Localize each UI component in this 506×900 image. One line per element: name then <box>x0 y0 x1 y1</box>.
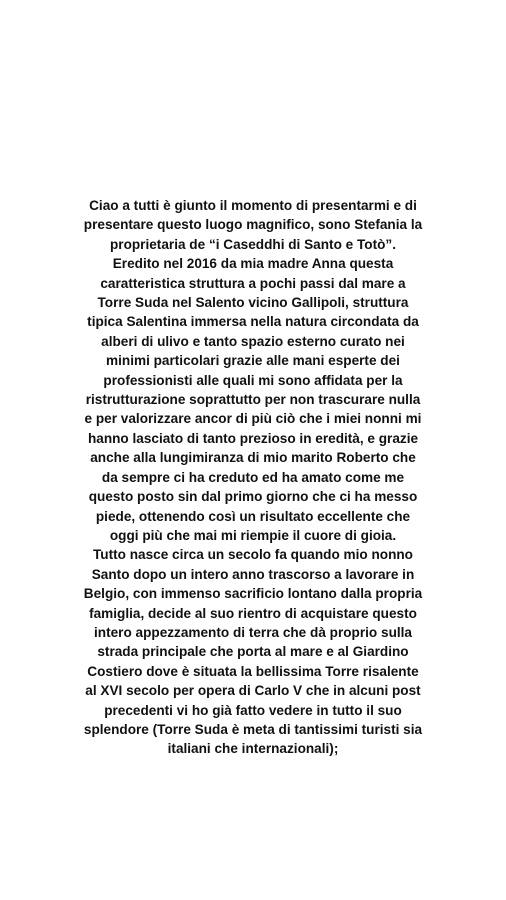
story-line: ristrutturazione soprattutto per non trascurare nulla <box>85 392 421 408</box>
story-line: professionisti alle quali mi sono affidata per la <box>103 372 403 388</box>
story-line: proprietaria de “i Caseddhi di Santo e Totò”. <box>109 236 396 252</box>
story-line: oggi più che mai mi riempie il cuore di gioia. <box>109 527 397 543</box>
story-line: Tutto nasce circa un secolo fa quando mio nonno <box>93 547 413 563</box>
story-line: Santo dopo un intero anno trascorso a lavorare in <box>91 566 415 582</box>
story-line: presentare questo luogo magnifico, sono Stefania la <box>83 217 423 233</box>
story-line: caratteristica struttura a pochi passi dal mare a <box>100 275 406 291</box>
story-line: minimi particolari grazie alle mani esperte dei <box>106 353 400 369</box>
story-line: Torre Suda nel Salento vicino Gallipoli, struttura <box>97 295 409 311</box>
story-line: Belgio, con immenso sacrificio lontano dalla propria <box>83 586 423 602</box>
story-line: piede, ottenendo così un risultato eccellente che <box>95 508 411 524</box>
story-line: famiglia, decide al suo rientro di acquistare questo <box>89 605 417 621</box>
story-line: hanno lasciato di tanto prezioso in eredità, e grazie <box>87 430 419 446</box>
story-line: splendore (Torre Suda è meta di tantissimi turisti sia <box>83 721 423 737</box>
story-text-block <box>13 196 493 759</box>
story-line: italiani che internazionali); <box>167 741 339 757</box>
story-line: anche alla lungimiranza di mio marito Roberto che <box>90 450 416 466</box>
story-line: strada principale che porta al mare e al Giardino <box>97 644 409 660</box>
story-line: Costiero dove è situata la bellissima Torre risalente <box>87 663 419 679</box>
story-line: precedenti vi ho già fatto vedere in tutto il suo <box>104 702 402 718</box>
story-line: intero appezzamento di terra che dà proprio sulla <box>93 624 412 640</box>
story-line: alberi di ulivo e tanto spazio esterno curato nei <box>101 333 405 349</box>
story-line: Eredito nel 2016 da mia madre Anna questa <box>112 256 394 272</box>
story-line: tipica Salentina immersa nella natura circondata da <box>87 314 419 330</box>
story-line: al XVI secolo per opera di Carlo V che in alcuni post <box>85 683 421 699</box>
story-line: da sempre ci ha creduto ed ha amato come me <box>101 469 405 485</box>
story-line: e per valorizzare ancor di più ciò che i miei nonni mi <box>84 411 422 427</box>
story-line: questo posto sin dal primo giorno che ci ha messo <box>88 489 418 505</box>
story-line: Ciao a tutti è giunto il momento di presentarmi e di <box>89 198 417 213</box>
